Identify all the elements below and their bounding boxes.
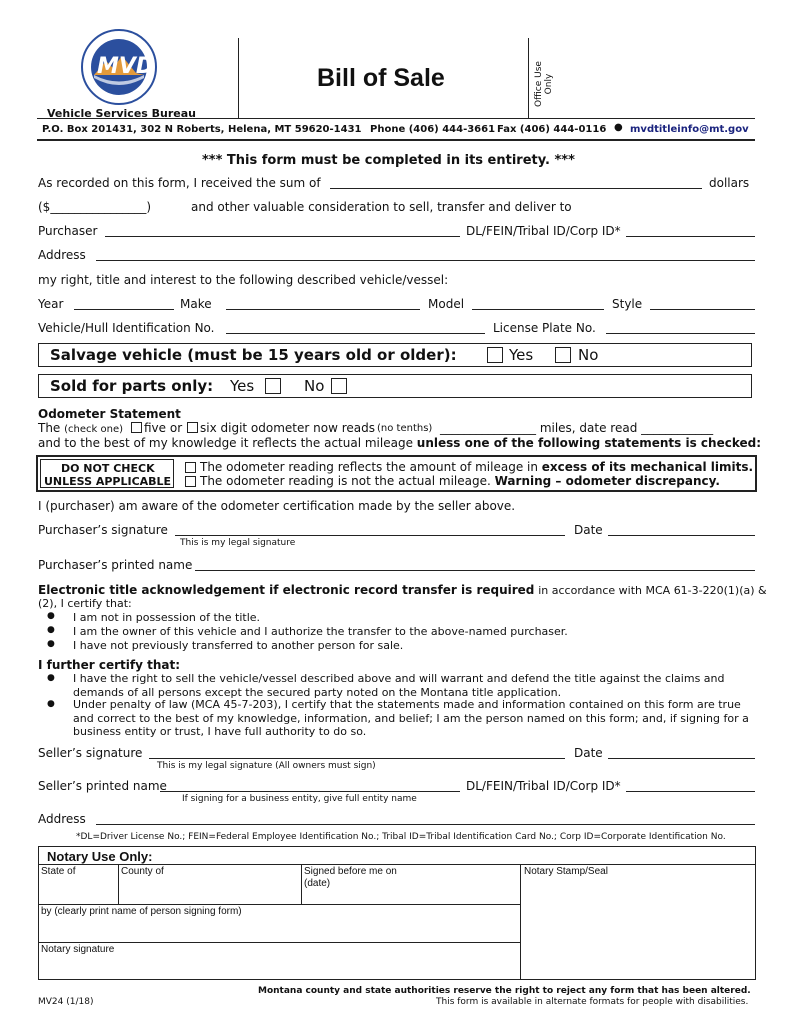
phone-number: Phone (406) 444-3661 bbox=[370, 124, 496, 135]
bullet-icon: ● bbox=[47, 639, 55, 649]
county-of-label: County of bbox=[121, 866, 164, 877]
parts-label: Sold for parts only: bbox=[50, 377, 214, 395]
purchaser-date-line[interactable] bbox=[608, 535, 755, 536]
completion-notice: *** This form must be completed in its entirety. *** bbox=[202, 153, 575, 168]
interest-text: my right, title and interest to the following described vehicle/vessel: bbox=[38, 273, 449, 287]
amount-field[interactable]: ($________________) bbox=[38, 200, 151, 214]
address-label: Address bbox=[38, 248, 86, 262]
bullet-icon: ● bbox=[47, 625, 55, 635]
header-divider-right bbox=[528, 38, 529, 118]
seller-dl-line[interactable] bbox=[626, 791, 755, 792]
stmt2-text: The odometer reading is not the actual mileage. bbox=[200, 474, 491, 488]
parts-no-label: No bbox=[304, 377, 325, 395]
electronic-heading bbox=[38, 583, 767, 597]
model-line[interactable] bbox=[472, 309, 604, 310]
do-not-check-box bbox=[40, 459, 174, 488]
consideration-text: and other valuable consideration to sell, transfer and deliver to bbox=[191, 200, 572, 214]
address-line[interactable] bbox=[96, 260, 755, 261]
notary-heading: Notary Use Only: bbox=[47, 849, 153, 864]
sum-words-line[interactable] bbox=[330, 188, 702, 189]
odometer-the: The bbox=[38, 421, 61, 435]
purchaser-line[interactable] bbox=[105, 236, 460, 237]
reserve-rights-text: Montana county and state authorities reserve the right to reject any form that has been altered. bbox=[258, 986, 751, 996]
seller-signature-line[interactable] bbox=[149, 758, 565, 759]
signed-before-label: Signed before me on bbox=[304, 866, 397, 877]
purchaser-signature-label: Purchaser’s signature bbox=[38, 523, 168, 537]
plate-label: License Plate No. bbox=[493, 321, 596, 335]
parts-yes-label: Yes bbox=[230, 377, 255, 395]
further-bullet-2: Under penalty of law (MCA 45-7-203), I certify that the statements made and information contained on this form are true and correct to the best of my knowledge, information, and belief; I am the person named on this form; and, if signing for a business entity or trust, I have full authority to do so. bbox=[73, 698, 749, 738]
plate-line[interactable] bbox=[606, 333, 755, 334]
electronic-bullet-3: I have not previously transferred to another person for sale. bbox=[73, 639, 404, 652]
vin-label: Vehicle/Hull Identification No. bbox=[38, 321, 215, 335]
seller-address-label: Address bbox=[38, 812, 86, 826]
odometer-heading: Odometer Statement bbox=[38, 407, 181, 421]
electronic-heading-rest: in accordance with MCA 61-3-220(1)(a) & bbox=[538, 584, 767, 597]
five-digit-checkbox[interactable] bbox=[131, 422, 142, 433]
print-name-label: by (clearly print name of person signing form) bbox=[41, 906, 242, 917]
mvd-logo bbox=[80, 28, 158, 106]
notary-stamp-label: Notary Stamp/Seal bbox=[524, 866, 608, 877]
salvage-label: Salvage vehicle (must be 15 years old or older): bbox=[50, 346, 457, 364]
miles-date-fields[interactable]: ________________ miles, date read ____________ bbox=[440, 421, 714, 435]
seller-address-line[interactable] bbox=[96, 824, 755, 825]
seller-date-label: Date bbox=[574, 746, 603, 760]
purchaser-date-label: Date bbox=[574, 523, 603, 537]
knowledge-line bbox=[38, 436, 761, 450]
bullet-dot: ● bbox=[614, 122, 623, 133]
header-rule-bottom bbox=[37, 139, 755, 141]
salvage-yes-checkbox[interactable] bbox=[487, 347, 503, 363]
seller-printed-line[interactable] bbox=[160, 791, 460, 792]
stmt1-bold: excess of its mechanical limits. bbox=[541, 460, 754, 474]
notary-section bbox=[38, 846, 756, 980]
bullet-icon: ● bbox=[47, 699, 55, 709]
header-divider-left bbox=[238, 38, 239, 118]
electronic-bullet-1: I am not in possession of the title. bbox=[73, 611, 261, 624]
notary-col-2 bbox=[301, 864, 302, 904]
further-heading: I further certify that: bbox=[38, 658, 180, 672]
vin-line[interactable] bbox=[226, 333, 485, 334]
mailing-address: P.O. Box 201431, 302 N Roberts, Helena, MT 59620-1431 bbox=[42, 124, 362, 135]
electronic-line2: (2), I certify that: bbox=[38, 597, 132, 610]
purchaser-aware-text: I (purchaser) am aware of the odometer certification made by the seller above. bbox=[38, 499, 516, 513]
seller-printed-label: Seller’s printed name bbox=[38, 779, 167, 793]
alt-formats-text: This form is available in alternate formats for people with disabilities. bbox=[436, 997, 749, 1007]
knowledge-text: and to the best of my knowledge it reflects the actual mileage bbox=[38, 436, 413, 450]
style-label: Style bbox=[612, 297, 643, 311]
purchaser-legal-sig-note: This is my legal signature bbox=[180, 538, 296, 548]
parts-no-checkbox[interactable] bbox=[331, 378, 347, 394]
seller-signature-label: Seller’s signature bbox=[38, 746, 143, 760]
header-rule-top bbox=[37, 118, 755, 119]
signed-date-label: (date) bbox=[304, 878, 331, 889]
do-not-check-label: DO NOT CHECK bbox=[61, 462, 155, 475]
bullet-icon: ● bbox=[47, 673, 55, 683]
six-digit-checkbox[interactable] bbox=[187, 422, 198, 433]
parts-box bbox=[38, 374, 752, 398]
discrepancy-checkbox[interactable] bbox=[185, 476, 196, 487]
purchaser-printed-line[interactable] bbox=[195, 570, 755, 571]
email-link[interactable]: mvdtitleinfo@mt.gov bbox=[630, 124, 749, 135]
notary-row-2 bbox=[39, 942, 520, 943]
state-of-label: State of bbox=[41, 866, 76, 877]
check-one-note: (check one) bbox=[64, 424, 124, 435]
seller-date-line[interactable] bbox=[608, 758, 755, 759]
make-line[interactable] bbox=[226, 309, 420, 310]
purchaser-printed-label: Purchaser’s printed name bbox=[38, 558, 193, 572]
electronic-heading-bold: Electronic title acknowledgement if electronic record transfer is required bbox=[38, 583, 535, 597]
mechanical-limit-statement bbox=[200, 460, 753, 474]
electronic-bullet-2: I am the owner of this vehicle and I authorize the transfer to the above-named purchaser. bbox=[73, 625, 568, 638]
purchaser-label: Purchaser bbox=[38, 224, 98, 238]
parts-yes-checkbox[interactable] bbox=[265, 378, 281, 394]
dollars-label: dollars bbox=[709, 176, 750, 190]
business-entity-note: If signing for a business entity, give full entity name bbox=[182, 794, 417, 804]
seller-legal-sig-note: This is my legal signature (All owners must sign) bbox=[157, 761, 376, 771]
odometer-reading-line bbox=[38, 421, 123, 435]
model-label: Model bbox=[428, 297, 465, 311]
notary-row-1 bbox=[39, 904, 520, 905]
notary-signature-label: Notary signature bbox=[41, 944, 115, 955]
stmt2-bold: Warning – odometer discrepancy. bbox=[494, 474, 720, 488]
purchaser-dl-label: DL/FEIN/Tribal ID/Corp ID* bbox=[466, 224, 621, 238]
make-label: Make bbox=[180, 297, 212, 311]
discrepancy-statement bbox=[200, 474, 720, 488]
salvage-no-label: No bbox=[578, 346, 599, 364]
logo-text: MVD bbox=[97, 54, 155, 79]
stmt1-text: The odometer reading reflects the amount of mileage in bbox=[200, 460, 538, 474]
bullet-icon: ● bbox=[47, 611, 55, 621]
page-title: Bill of Sale bbox=[317, 64, 445, 92]
notary-col-1 bbox=[118, 864, 119, 904]
fax-number: Fax (406) 444-0116 bbox=[497, 124, 607, 135]
six-digit-label: six digit odometer now reads bbox=[200, 421, 375, 435]
year-label: Year bbox=[38, 297, 64, 311]
received-label: As recorded on this form, I received the sum of bbox=[38, 176, 321, 190]
further-bullet-1: I have the right to sell the vehicle/vessel described above and will warrant and defend the title against the claims and demands of all persons except the secured party noted on the Montana title application. bbox=[73, 672, 725, 699]
style-line[interactable] bbox=[650, 309, 755, 310]
seller-dl-label: DL/FEIN/Tribal ID/Corp ID* bbox=[466, 779, 621, 793]
salvage-no-checkbox[interactable] bbox=[555, 347, 571, 363]
unless-applicable-label: UNLESS APPLICABLE bbox=[44, 475, 172, 488]
form-id: MV24 (1/18) bbox=[38, 997, 94, 1007]
unless-text: unless one of the following statements is checked: bbox=[416, 436, 762, 450]
salvage-yes-label: Yes bbox=[509, 346, 534, 364]
salvage-box bbox=[38, 343, 752, 367]
purchaser-dl-line[interactable] bbox=[626, 236, 755, 237]
mechanical-limit-checkbox[interactable] bbox=[185, 462, 196, 473]
id-footnote: *DL=Driver License No.; FEIN=Federal Employee Identification No.; Tribal ID=Tribal Identification Card No.; Corp ID=Corporate Identification No. bbox=[76, 832, 726, 842]
five-digit-label: five or bbox=[144, 421, 183, 435]
notary-heading-rule bbox=[39, 864, 755, 865]
year-line[interactable] bbox=[74, 309, 174, 310]
bureau-name: Vehicle Services Bureau bbox=[47, 107, 197, 120]
notary-col-3 bbox=[520, 864, 521, 980]
office-use-label: Office Use Only bbox=[534, 61, 554, 107]
purchaser-signature-line[interactable] bbox=[175, 535, 565, 536]
no-tenths-note: (no tenths) bbox=[377, 423, 433, 434]
contact-bar bbox=[42, 124, 362, 135]
odometer-exception-box bbox=[36, 455, 757, 492]
